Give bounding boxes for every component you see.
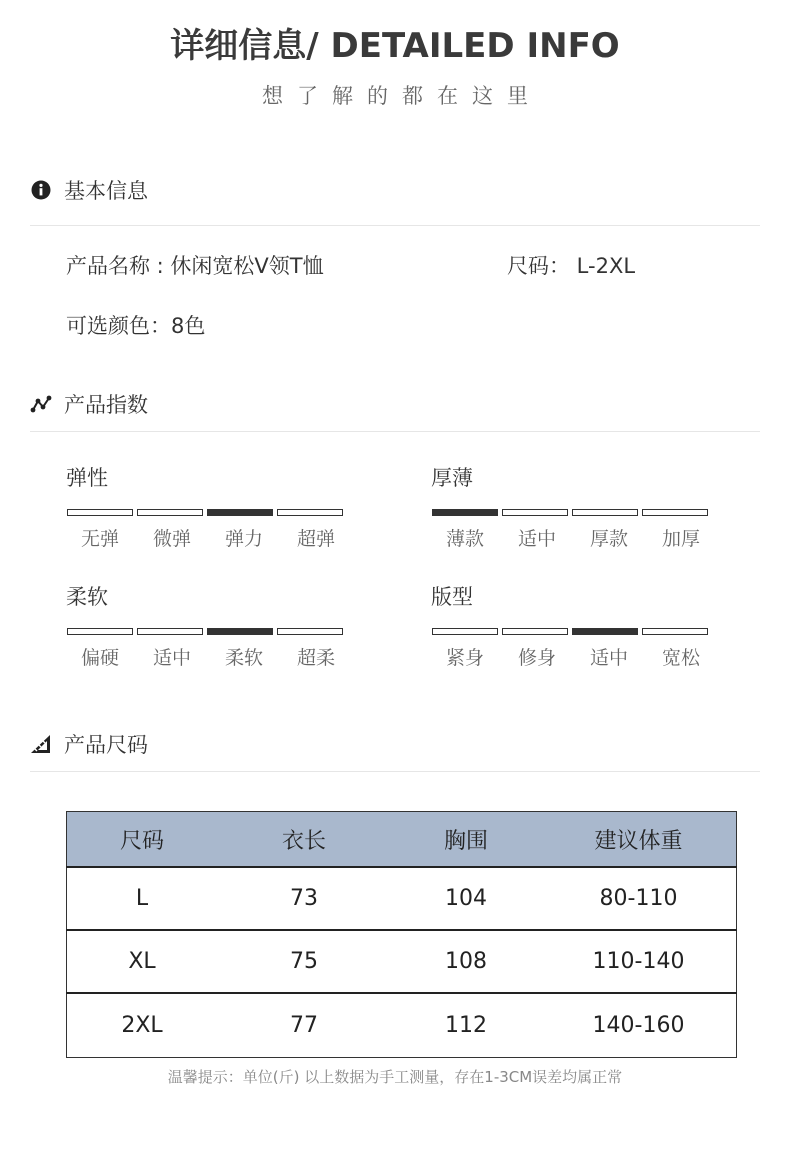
table-header-chest: 胸围 [391,812,541,868]
table-cell: 77 [217,993,391,1058]
index-bar [642,509,708,516]
index-bars [67,628,350,635]
index-option: 薄款 [445,528,484,550]
table-cell: 140-160 [541,993,737,1058]
table-cell: 110-140 [541,930,737,993]
index-label: 版型 [431,585,473,609]
index-option: 厚款 [589,528,628,550]
table-cell: XL [67,930,218,993]
index-bar-selected [572,628,638,635]
index-label: 弹性 [66,466,108,490]
section-product-size-title: 产品尺码 [64,733,148,757]
section-basic-info-title: 基本信息 [64,179,148,203]
index-bar [137,628,203,635]
index-bars [432,628,715,635]
table-cell: 75 [217,930,391,993]
index-bar [277,509,343,516]
index-bars [432,509,715,516]
table-cell: 104 [391,867,541,930]
product-name-field: 产品名称 : 休闲宽松V领T恤 [66,254,324,278]
index-option: 超弹 [296,528,335,550]
page-title: 详细信息/ DETAILED INFO [170,26,620,66]
table-cell: L [67,867,218,930]
divider [30,225,760,226]
index-option: 适中 [152,647,191,669]
index-option: 适中 [589,647,628,669]
index-bars [67,509,350,516]
index-option: 无弹 [80,528,119,550]
index-option: 弹力 [224,528,263,550]
table-header-size: 尺码 [67,812,218,868]
table-header-length: 衣长 [217,812,391,868]
table-cell: 73 [217,867,391,930]
index-bar [642,628,708,635]
index-bar-selected [207,628,273,635]
section-product-index-title: 产品指数 [64,393,148,417]
table-cell: 2XL [67,993,218,1058]
info-icon [30,179,52,201]
index-option: 加厚 [661,528,700,550]
index-bar [67,628,133,635]
index-option: 宽松 [661,647,700,669]
size-range-field: 尺码： L-2XL [507,254,636,278]
index-bar [502,628,568,635]
section-product-index-header [30,390,148,418]
index-bar [277,628,343,635]
table-row [67,867,737,930]
section-product-size-header [30,730,148,758]
index-option: 修身 [517,647,556,669]
index-option: 微弹 [152,528,191,550]
trend-icon [30,393,52,415]
index-bar-selected [432,509,498,516]
index-bar [137,509,203,516]
table-cell: 80-110 [541,867,737,930]
size-footnote: 温馨提示：单位(斤) 以上数据为手工测量，存在1-3CM误差均属正常 [167,1068,623,1086]
table-header-row [67,812,737,868]
index-group-softness [66,581,350,670]
section-basic-info-header [30,176,148,204]
index-bar [67,509,133,516]
index-option: 超柔 [296,647,335,669]
index-group-fit [431,581,715,670]
table-header-weight: 建议体重 [541,812,737,868]
colors-field: 可选颜色：8色 [66,314,206,338]
index-group-thickness [431,462,715,551]
index-options [66,643,350,670]
divider [30,431,760,432]
divider [30,771,760,772]
table-cell: 112 [391,993,541,1058]
ruler-icon [30,733,52,755]
size-table [66,811,737,1058]
index-options [431,524,715,551]
index-option: 紧身 [445,647,484,669]
table-row [67,930,737,993]
index-label: 柔软 [66,585,108,609]
index-group-elasticity [66,462,350,551]
index-bar [502,509,568,516]
index-label: 厚薄 [431,466,473,490]
index-bar [432,628,498,635]
table-row [67,993,737,1058]
index-options [66,524,350,551]
index-option: 偏硬 [80,647,119,669]
page-subtitle: 想了解的都在这里 [262,84,542,108]
table-cell: 108 [391,930,541,993]
index-options [431,643,715,670]
index-bar-selected [207,509,273,516]
index-option: 适中 [517,528,556,550]
index-bar [572,509,638,516]
index-option: 柔软 [224,647,263,669]
